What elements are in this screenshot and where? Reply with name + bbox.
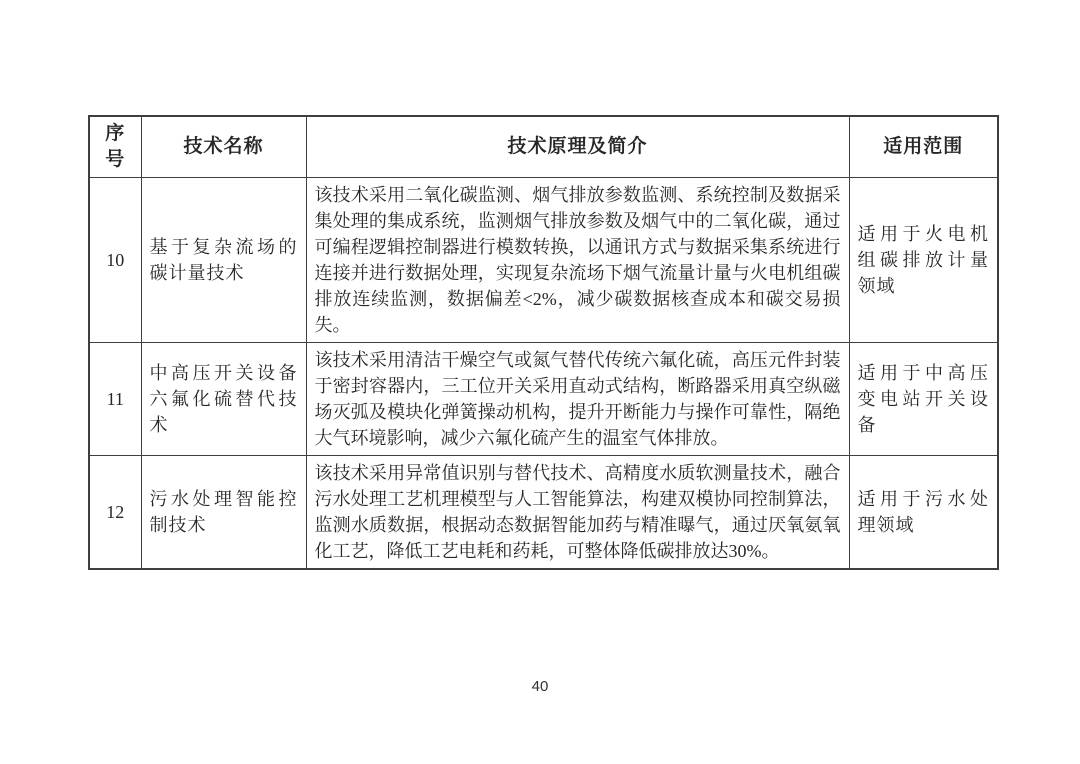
technology-table: [88, 115, 999, 570]
header-applicable-scope: 适用范围: [849, 116, 998, 178]
row-applicable-scope: 适用于污水处理领域: [849, 456, 998, 570]
header-serial-number: 序号: [89, 116, 141, 178]
row-principle-intro: 该技术采用异常值识别与替代技术、高精度水质软测量技术，融合污水处理工艺机理模型与人工智能算法，构建双模协同控制算法，监测水质数据，根据动态数据智能加药与精准曝气，通过厌氧氨氧化工艺，降低工艺电耗和药耗，可整体降低碳排放达30%。: [306, 456, 849, 570]
row-applicable-scope: 适用于中高压变电站开关设备: [849, 343, 998, 456]
row-principle-intro: 该技术采用清洁干燥空气或氮气替代传统六氟化硫，高压元件封装于密封容器内，三工位开关采用直动式结构，断路器采用真空纵磁场灭弧及模块化弹簧操动机构，提升开断能力与操作可靠性，隔绝大气环境影响，减少六氟化硫产生的温室气体排放。: [306, 343, 849, 456]
row-applicable-scope: 适用于火电机组碳排放计量领域: [849, 178, 998, 343]
table-header-row: [89, 116, 998, 178]
row-serial-number: 10: [89, 178, 141, 343]
row-serial-number: 12: [89, 456, 141, 570]
row-technology-name: 污水处理智能控制技术: [141, 456, 306, 570]
row-technology-name: 基于复杂流场的碳计量技术: [141, 178, 306, 343]
row-principle-intro: 该技术采用二氧化碳监测、烟气排放参数监测、系统控制及数据采集处理的集成系统，监测烟气排放参数及烟气中的二氧化碳，通过可编程逻辑控制器进行模数转换，以通讯方式与数据采集系统进行连接并进行数据处理，实现复杂流场下烟气流量计量与火电机组碳排放连续监测，数据偏差<2%，减少碳数据核查成本和碳交易损失。: [306, 178, 849, 343]
row-technology-name: 中高压开关设备六氟化硫替代技术: [141, 343, 306, 456]
page-number: 40: [531, 678, 549, 695]
header-principle-intro: 技术原理及简介: [306, 116, 849, 178]
table-row: [89, 178, 998, 343]
table-row: [89, 343, 998, 456]
row-serial-number: 11: [89, 343, 141, 456]
table-row: [89, 456, 998, 570]
header-technology-name: 技术名称: [141, 116, 306, 178]
